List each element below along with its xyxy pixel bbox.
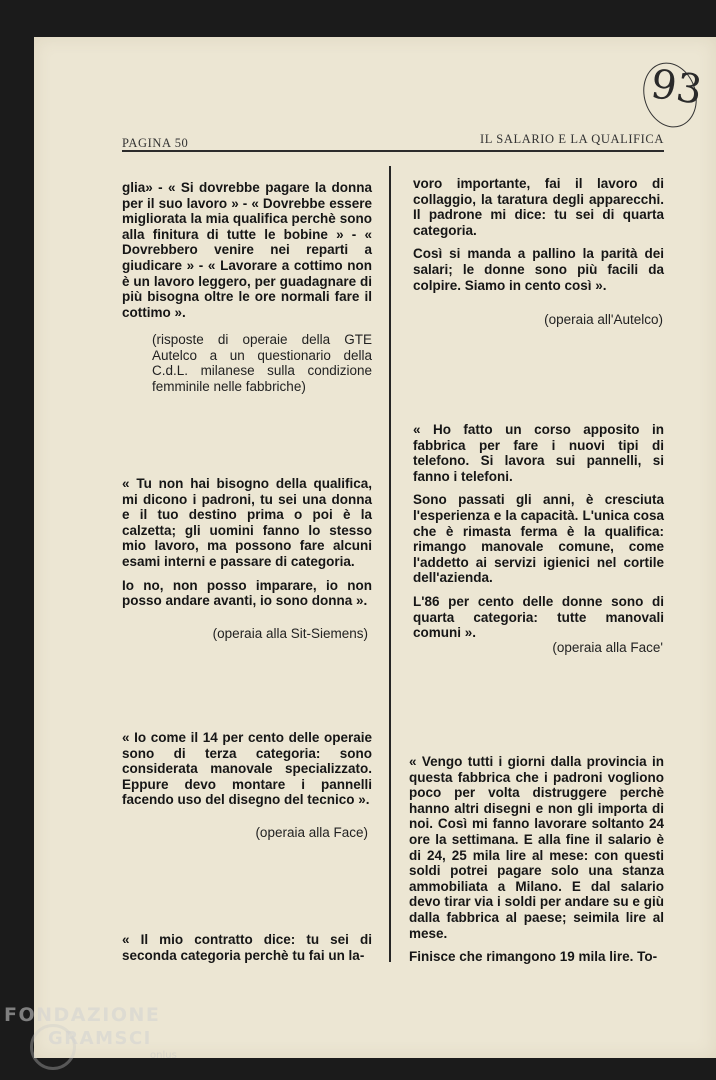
column-divider — [389, 166, 391, 962]
chapter-title: IL SALARIO E LA QUALIFICA — [480, 132, 664, 146]
fondazione-gramsci-watermark — [4, 1004, 194, 1074]
right-attribution-1: (operaia all'Autelco) — [544, 312, 663, 327]
right-quote-3-para-2: Finisce che rimangono 19 mila lire. To- — [409, 949, 658, 965]
left-quote-4-text: « Il mio contratto dice: tu sei di seconda categoria perchè tu fai un la- — [122, 932, 372, 963]
right-attribution-2: (operaia alla Face' — [552, 640, 663, 655]
left-quote-1-text: glia» - « Si dovrebbe pagare la donna per il suo lavoro » - « Dovrebbe essere migliorata la mia qualifica perchè sono alla finitura di tutte le bobine » - « Dovrebbero venire nei reparti a giudicare » - « Lavorare a cottimo non è un lavoro leggero, per guadagnare di più bisogna oltre le ore normali fare il cottimo ». — [122, 180, 372, 320]
left-quote-2 — [122, 476, 372, 609]
header-rule — [122, 150, 664, 152]
left-quote-1 — [122, 180, 372, 320]
right-quote-2-para-2: Sono passati gli anni, è cresciuta l'esperienza e la capacità. L'unica cosa che è rimasta ferma è la qualifica: rimango manovale comune, come l'addetto ai servizi igienici nel cortile dell'azienda. — [413, 492, 664, 586]
right-quote-2-para-3: L'86 per cento delle donne sono di quarta categoria: tutte manovali comuni ». — [413, 593, 664, 641]
left-quote-4 — [122, 932, 372, 963]
left-attribution-3: (operaia alla Face) — [255, 825, 368, 840]
watermark-line-1: FONDAZIONE — [4, 1004, 161, 1026]
right-quote-3-para-1: « Vengo tutti i giorni dalla provincia in questa fabbrica che i padroni vogliono poco per volta distruggere perchè hanno altri disegni e non gli importa di noi. Così mi fanno lavorare soltanto 24 ore la settimana. E alla fine il salario è di 24, 25 mila lire al mese: con questi soldi potrei pagare solo una stanza ammobiliata a Milano. E dal salario devo tirar via i soldi per andare su e giù dalla fabbrica al paese; seimila lire al mese. — [409, 754, 664, 941]
left-note-source: (risposte di operaie della GTE Autelco a un questionario della C.d.L. milanese sulla condizione femminile nelle fabbriche) — [152, 332, 372, 394]
right-quote-1 — [413, 176, 664, 293]
running-header — [122, 132, 664, 150]
right-quote-2-para-1: « Ho fatto un corso apposito in fabbrica per fare i nuovi tipi di telefono. Si lavora sui pannelli, si fanno i telefoni. — [413, 422, 664, 484]
right-quote-3 — [409, 754, 664, 965]
watermark-line-2: GRAMSCI — [48, 1028, 152, 1049]
right-quote-1-para-2: Così si manda a pallino la parità dei salari; le donne sono più facili da colpire. Siamo in cento così ». — [413, 246, 664, 293]
left-quote-3-text: « Io come il 14 per cento delle operaie sono di terza categoria: sono considerata manovale specializzato. Eppure devo montare i pannelli facendo uso del disegno del tecnico ». — [122, 730, 372, 808]
handwritten-folio-number: 93 — [647, 61, 705, 114]
right-quote-2 — [413, 422, 664, 641]
left-quote-3 — [122, 730, 372, 808]
left-quote-2-para-1: « Tu non hai bisogno della qualifica, mi dicono i padroni, tu sei una donna e il tuo destino prima o poi è la calzetta; gli uomini fanno lo stesso mio lavoro, ma possono fare alcuni esami interni e passare di categoria. — [122, 476, 372, 569]
watermark-line-3: onlus — [150, 1050, 177, 1061]
left-attribution-2: (operaia alla Sit-Siemens) — [212, 626, 368, 641]
right-quote-1-para-1: voro importante, fai il lavoro di collaggio, la taratura degli apparecchi. Il padrone mi dice: tu sei di quarta categoria. — [413, 176, 664, 238]
page-number-label: PAGINA 50 — [122, 136, 189, 150]
left-quote-2-para-2: Io no, non posso imparare, io non posso andare avanti, io sono donna ». — [122, 577, 372, 609]
